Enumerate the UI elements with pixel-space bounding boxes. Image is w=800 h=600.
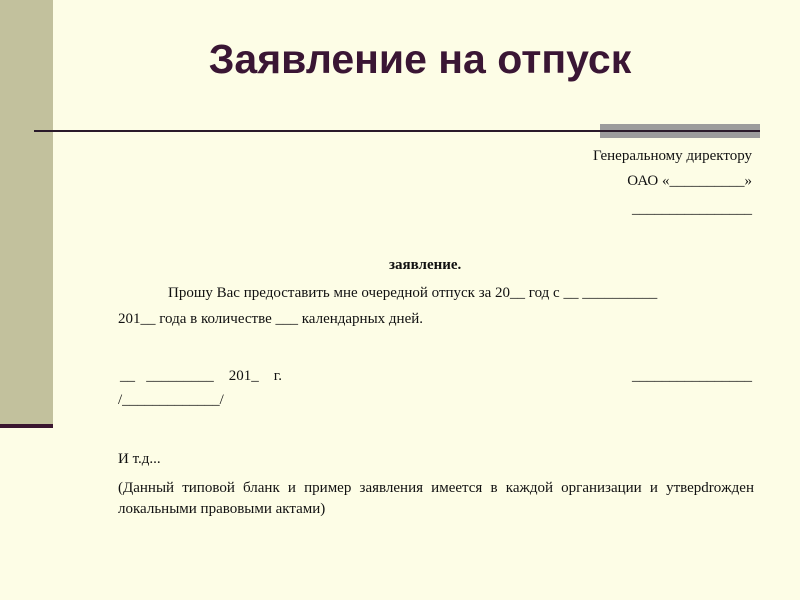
footnote: (Данный типовой бланк и пример заявления имеется в каждой организации и утверdroжден локальными правовыми актами)	[118, 480, 754, 517]
signature-date: __ _________ 201_ г.	[120, 368, 282, 384]
addressee-line-2: ОАО «__________»	[627, 173, 752, 189]
signature-name: /_____________/	[118, 392, 224, 408]
signature-line: ________________	[632, 368, 752, 384]
request-line-1: Прошу Вас предоставить мне очередной отпуск за 20__ год с __ __________	[168, 285, 658, 301]
request-line-2: 201__ года в количестве ___ календарных дней.	[118, 311, 424, 327]
slide-title: Заявление на отпуск	[208, 36, 632, 82]
addressee-line-1: Генеральному директору	[592, 148, 752, 164]
left-decor-band-edge	[0, 424, 53, 428]
title-rule-accent-line	[600, 130, 760, 132]
addressee-line-3: ________________	[632, 201, 752, 217]
etc-text: И т.д...	[118, 451, 161, 467]
document-heading: заявление.	[389, 257, 462, 273]
